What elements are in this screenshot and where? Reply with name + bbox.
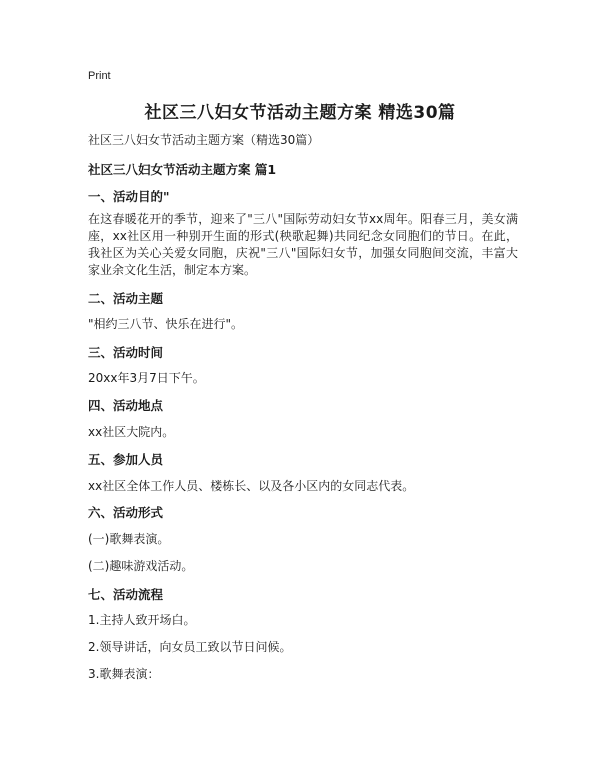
section-form-item-1: (一)歌舞表演。 <box>88 532 170 546</box>
page-title: 社区三八妇女节活动主题方案 精选30篇 <box>144 103 456 123</box>
section-time-heading: 三、活动时间 <box>88 345 164 360</box>
section-people-heading: 五、参加人员 <box>88 452 164 467</box>
article-heading: 社区三八妇女节活动主题方案 篇1 <box>88 162 277 177</box>
section-theme-text: "相约三八节、快乐在进行"。 <box>88 317 244 331</box>
section-form-item-2: (二)趣味游戏活动。 <box>88 559 194 573</box>
section-place-heading: 四、活动地点 <box>88 398 164 413</box>
section-theme-heading: 二、活动主题 <box>88 291 164 306</box>
section-time-text: 20xx年3月7日下午。 <box>88 371 205 385</box>
section-process-item-2: 2.领导讲话，向女员工致以节日问候。 <box>88 640 292 654</box>
section-people-text: xx社区全体工作人员、楼栋长、以及各小区内的女同志代表。 <box>88 479 415 493</box>
print-label: Print <box>88 70 111 82</box>
section-process-item-1: 1.主持人致开场白。 <box>88 613 196 627</box>
section-form-heading: 六、活动形式 <box>88 505 164 520</box>
section-purpose-text: 在这春暖花开的季节，迎来了"三八"国际劳动妇女节xx周年。阳春三月，美女满座，xx社区用一种别开生面的形式(秧歌起舞)共同纪念女同胞们的节日。在此，我社区为关心关爱女同胞，庆祝"三八"国际妇女节，加强女同胞间交流，丰富大家业余文化生活，制定本方案。 <box>88 212 518 277</box>
section-process-item-3: 3.歌舞表演： <box>88 667 160 681</box>
section-purpose-heading: 一、活动目的" <box>88 189 170 204</box>
section-place-text: xx社区大院内。 <box>88 425 175 439</box>
document-subtitle: 社区三八妇女节活动主题方案（精选30篇） <box>88 133 320 147</box>
section-process-heading: 七、活动流程 <box>88 587 164 602</box>
